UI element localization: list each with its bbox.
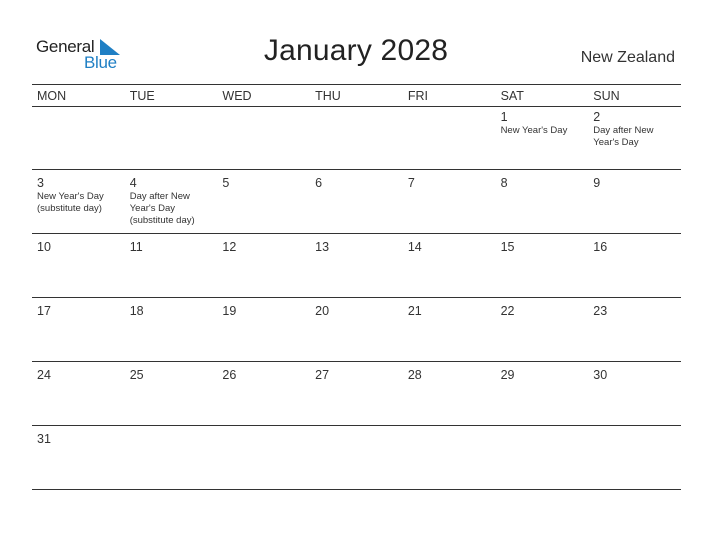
- day-cell: [496, 298, 589, 361]
- day-cell: [32, 234, 125, 297]
- day-cell: [217, 298, 310, 361]
- day-cell: [403, 170, 496, 233]
- weekday-wed: WED: [222, 89, 252, 103]
- day-cell: [310, 298, 403, 361]
- week-row: [32, 107, 681, 170]
- day-number: 17: [37, 304, 51, 318]
- day-number: 13: [315, 240, 330, 254]
- day-cell: [217, 170, 310, 233]
- week-row: [32, 362, 681, 426]
- month-calendar: [32, 84, 681, 490]
- day-number: 7: [407, 176, 415, 190]
- day-number: 22: [500, 304, 515, 318]
- day-cell: [125, 298, 218, 361]
- day-cell: [496, 234, 589, 297]
- day-number: 6: [315, 176, 323, 190]
- day-number: 16: [593, 240, 608, 254]
- day-cell: [125, 107, 218, 169]
- day-cell: [496, 362, 589, 425]
- day-cell: [588, 298, 681, 361]
- day-cell: [32, 426, 125, 489]
- day-cell: [217, 107, 310, 169]
- weekday-header-row: [32, 84, 681, 107]
- day-cell: [496, 426, 589, 489]
- day-cell: [125, 362, 218, 425]
- week-row: [32, 234, 681, 298]
- day-number: 30: [593, 368, 608, 382]
- day-cell: [496, 170, 589, 233]
- day-number: 26: [222, 368, 237, 382]
- day-number: 2: [593, 110, 601, 124]
- day-cell: [403, 362, 496, 425]
- day-cell: [403, 107, 496, 169]
- calendar-header: [0, 0, 712, 84]
- day-cell: [588, 170, 681, 233]
- day-number: 28: [407, 368, 422, 382]
- country-label: New Zealand: [580, 49, 675, 66]
- day-cell: [217, 426, 310, 489]
- day-number: 21: [407, 304, 422, 318]
- holiday-label: Day after New Year's Day: [593, 125, 654, 148]
- day-number: 1: [500, 110, 508, 124]
- day-cell: [588, 362, 681, 425]
- day-number: 23: [593, 304, 608, 318]
- day-number: 8: [500, 176, 508, 190]
- day-cell: [403, 234, 496, 297]
- day-number: 15: [500, 240, 515, 254]
- day-cell: [588, 107, 681, 169]
- day-cell: [125, 234, 218, 297]
- holiday-label: Day after New Year's Day (substitute day): [129, 191, 195, 226]
- day-number: 12: [222, 240, 237, 254]
- day-number: 11: [129, 240, 143, 254]
- day-number: 18: [129, 304, 144, 318]
- day-cell: [125, 426, 218, 489]
- logo-text-general: General: [36, 37, 95, 56]
- day-cell: [310, 426, 403, 489]
- day-number: 29: [500, 368, 515, 382]
- day-number: 25: [129, 368, 144, 382]
- day-cell: [32, 362, 125, 425]
- holiday-label: New Year's Day: [500, 125, 568, 136]
- day-number: 10: [37, 240, 51, 254]
- day-number: 4: [129, 176, 137, 190]
- day-number: 31: [37, 432, 51, 446]
- weekday-tue: TUE: [129, 89, 155, 103]
- weekday-thu: THU: [315, 89, 341, 103]
- day-cell: [496, 107, 589, 169]
- day-cell: [588, 234, 681, 297]
- day-cell: [32, 107, 125, 169]
- weeks-grid: [32, 107, 681, 490]
- weekday-fri: FRI: [407, 89, 428, 103]
- day-number: 19: [222, 304, 237, 318]
- day-cell: [403, 298, 496, 361]
- day-number: 5: [222, 176, 230, 190]
- holiday-label: New Year's Day (substitute day): [37, 191, 104, 214]
- day-number: 9: [593, 176, 601, 190]
- day-number: 27: [315, 368, 330, 382]
- week-row: [32, 298, 681, 362]
- day-cell: [310, 362, 403, 425]
- day-number: 3: [37, 176, 44, 190]
- day-cell: [32, 298, 125, 361]
- weekday-mon: MON: [37, 89, 67, 103]
- day-cell: [217, 362, 310, 425]
- day-cell: [588, 426, 681, 489]
- day-cell: [310, 234, 403, 297]
- day-number: 24: [37, 368, 51, 382]
- day-cell: [217, 234, 310, 297]
- day-cell: [32, 170, 125, 233]
- day-cell: [125, 170, 218, 233]
- day-number: 20: [315, 304, 330, 318]
- week-row: [32, 170, 681, 234]
- day-cell: [403, 426, 496, 489]
- weekday-sun: SUN: [593, 89, 620, 103]
- day-number: 14: [407, 240, 422, 254]
- logo-text-blue: Blue: [84, 53, 117, 72]
- week-row: [32, 426, 681, 490]
- weekday-sat: SAT: [500, 89, 524, 103]
- day-cell: [310, 107, 403, 169]
- day-cell: [310, 170, 403, 233]
- page-title: January 2028: [263, 34, 449, 67]
